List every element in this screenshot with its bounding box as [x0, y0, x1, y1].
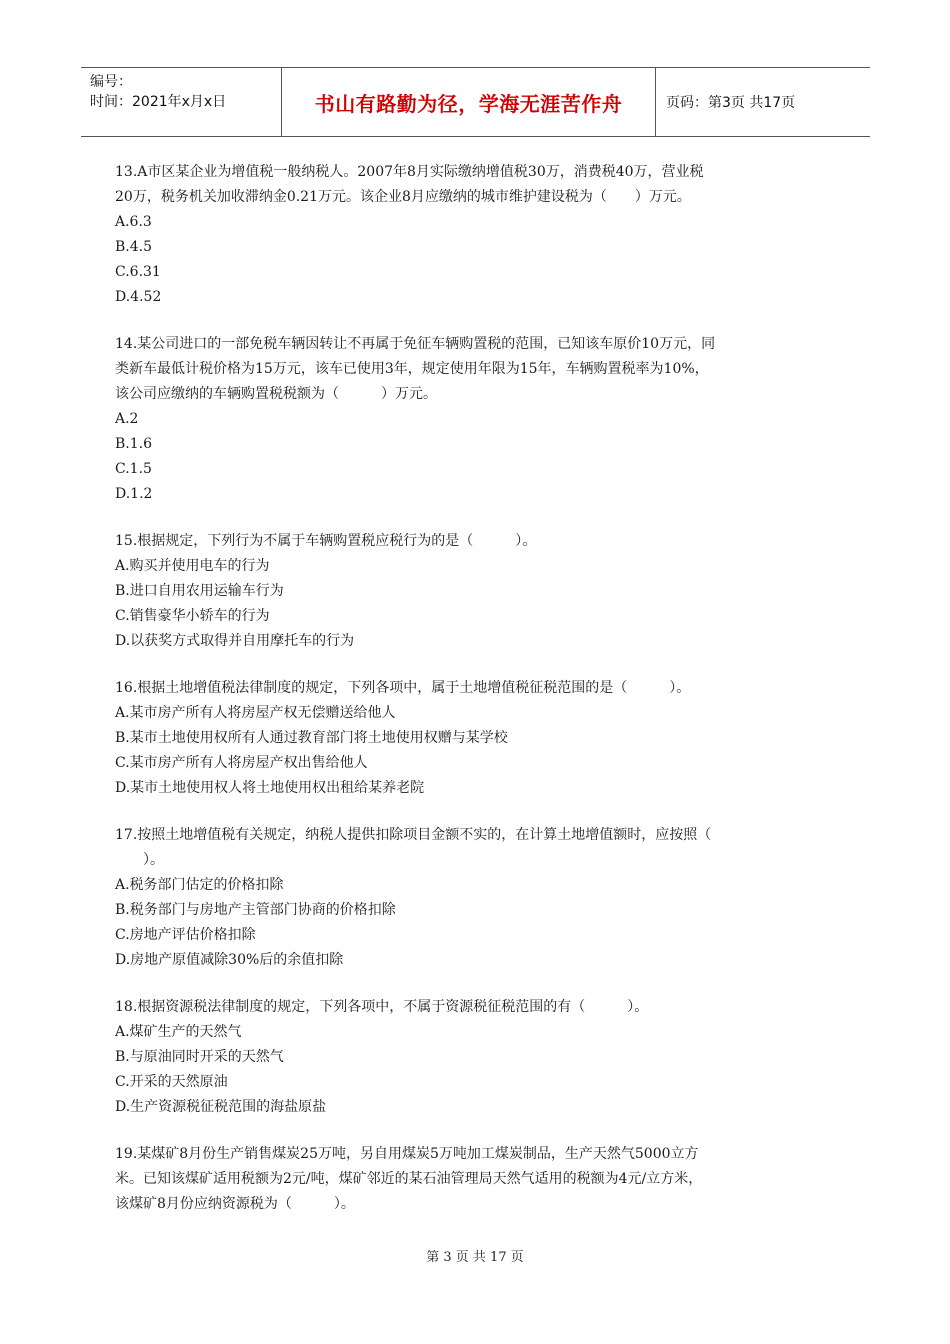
- answer-option: C.某市房产所有人将房屋产权出售给他人: [115, 755, 368, 771]
- answer-option: B.与原油同时开采的天然气: [115, 1049, 284, 1065]
- page-header: [81, 67, 870, 137]
- question-stem-line: 15.根据规定，下列行为不属于车辆购置税应税行为的是（ ）。: [115, 533, 537, 549]
- page-footer: 第 3 页 共 17 页: [426, 1250, 524, 1265]
- answer-option: D.1.2: [115, 486, 153, 502]
- header-left-cell: [81, 68, 282, 136]
- page-label: 页码：第3页 共17页: [666, 95, 796, 111]
- question-block: [115, 1142, 835, 1217]
- question-stem-line: 19.某煤矿8月份生产销售煤炭25万吨，另自用煤炭5万吨加工煤炭制品，生产天然气5000立方: [115, 1146, 699, 1162]
- answer-option: A.税务部门估定的价格扣除: [115, 877, 284, 893]
- header-page-cell: [656, 68, 870, 136]
- question-stem-line: 该公司应缴纳的车辆购置税税额为（ ）万元。: [115, 386, 437, 402]
- answer-option: C.销售豪华小轿车的行为: [115, 608, 270, 624]
- answer-option: B.进口自用农用运输车行为: [115, 583, 284, 599]
- question-stem-line: 18.根据资源税法律制度的规定，下列各项中，不属于资源税征税范围的有（ ）。: [115, 999, 649, 1015]
- question-stem-line: 14.某公司进口的一部免税车辆因转让不再属于免征车辆购置税的范围，已知该车原价10万元，同: [115, 336, 716, 352]
- answer-option: D.以获奖方式取得并自用摩托车的行为: [115, 633, 355, 649]
- question-block: [115, 332, 835, 507]
- question-stem-line: 20万，税务机关加收滞纳金0.21万元。该企业8月应缴纳的城市维护建设税为（ ）万元。: [115, 189, 691, 205]
- motto: 书山有路勤为径，学海无涯苦作舟: [314, 91, 623, 116]
- answer-option: B.某市土地使用权所有人通过教育部门将土地使用权赠与某学校: [115, 730, 508, 746]
- answer-option: D.4.52: [115, 289, 162, 305]
- question-block: [115, 823, 835, 973]
- question-stem-line: 米。已知该煤矿适用税额为2元/吨，煤矿邻近的某石油管理局天然气适用的税额为4元/立方米，: [115, 1171, 703, 1187]
- answer-option: A.6.3: [115, 214, 152, 230]
- answer-option: C.房地产评估价格扣除: [115, 927, 256, 943]
- answer-option: B.税务部门与房地产主管部门协商的价格扣除: [115, 902, 396, 918]
- question-stem-line: ）。: [115, 852, 164, 868]
- answer-option: A.某市房产所有人将房屋产权无偿赠送给他人: [115, 705, 396, 721]
- question-stem-line: 该煤矿8月份应纳资源税为（ ）。: [115, 1196, 355, 1212]
- answer-option: A.2: [115, 411, 139, 427]
- header-motto-cell: [282, 68, 656, 136]
- answer-option: B.1.6: [115, 436, 153, 452]
- question-block: [115, 529, 835, 654]
- answer-option: A.煤矿生产的天然气: [115, 1024, 242, 1040]
- answer-option: D.生产资源税征税范围的海盐原盐: [115, 1099, 327, 1115]
- question-block: [115, 160, 835, 310]
- question-block: [115, 995, 835, 1120]
- question-stem-line: 13.A市区某企业为增值税一般纳税人。2007年8月实际缴纳增值税30万，消费税40万，营业税: [115, 164, 704, 180]
- answer-option: A.购买并使用电车的行为: [115, 558, 270, 574]
- answer-option: D.某市土地使用权人将土地使用权出租给某养老院: [115, 780, 425, 796]
- question-stem-line: 16.根据土地增值税法律制度的规定，下列各项中，属于土地增值税征税范围的是（ ）。: [115, 680, 691, 696]
- question-block: [115, 676, 835, 801]
- time-label: 时间：2021年x月x日: [90, 94, 227, 110]
- question-stem-line: 17.按照土地增值税有关规定，纳税人提供扣除项目金额不实的，在计算土地增值额时，应按照（: [115, 827, 712, 843]
- answer-option: C.1.5: [115, 461, 152, 477]
- serial-label: 编号：: [90, 74, 132, 90]
- document-body: [115, 160, 835, 1239]
- answer-option: D.房地产原值减除30%后的余值扣除: [115, 952, 344, 968]
- answer-option: C.开采的天然原油: [115, 1074, 228, 1090]
- question-stem-line: 类新车最低计税价格为15万元，该车已使用3年，规定使用年限为15年，车辆购置税率为10%，: [115, 361, 709, 377]
- answer-option: B.4.5: [115, 239, 153, 255]
- answer-option: C.6.31: [115, 264, 161, 280]
